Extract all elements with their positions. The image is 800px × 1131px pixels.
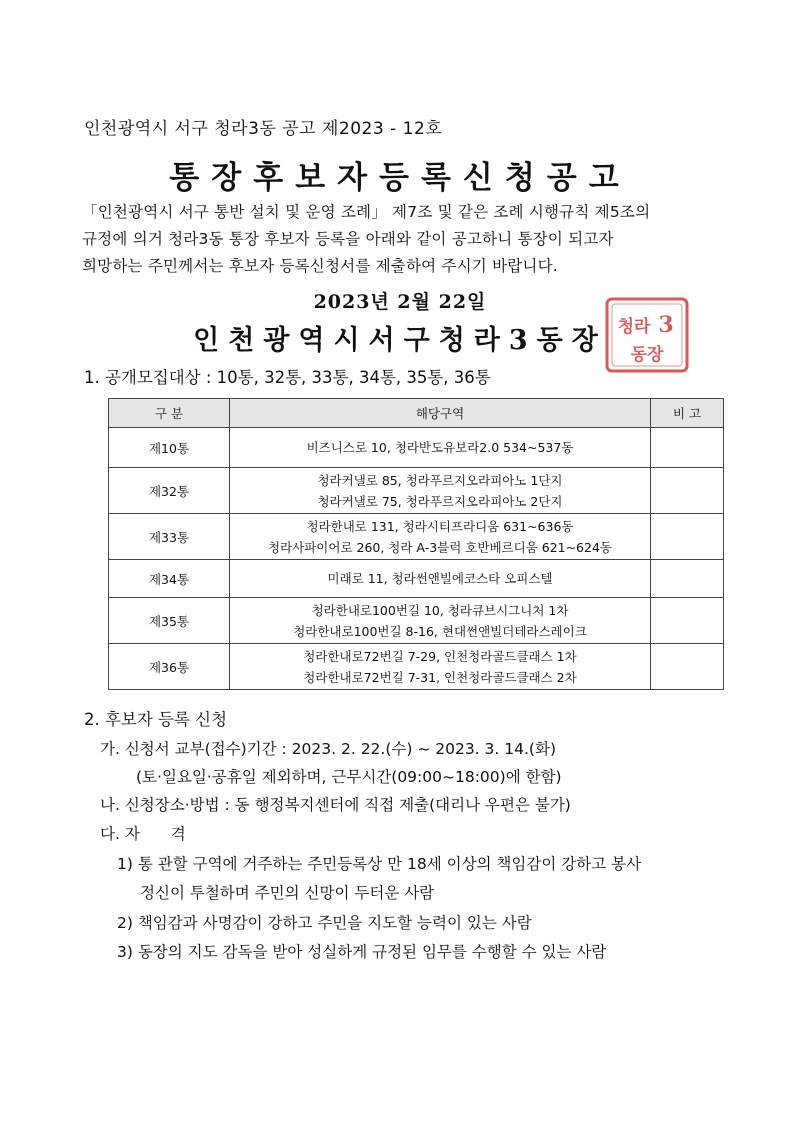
- area-cell: [230, 514, 651, 560]
- application-period-note: (토·일요일·공휴일 제외하며, 근무시간(09:00~18:00)에 한함): [136, 768, 562, 786]
- table-row: [109, 468, 724, 514]
- seal-text: 청라: [617, 317, 651, 337]
- column-header: 해당구역: [230, 399, 651, 428]
- unit-cell: 제36통: [109, 644, 230, 690]
- qualification-item-2: 2) 책임감과 사명감이 강하고 주민을 지도할 능력이 있는 사람: [117, 914, 532, 932]
- table-row: [109, 428, 724, 468]
- area-line: 청라한내로72번길 7-31, 인천청라골드클래스 2차: [303, 669, 577, 685]
- page-title: 통장후보자등록신청공고: [169, 160, 631, 196]
- note-cell: [651, 514, 724, 560]
- area-line: 청라커낼로 85, 청라푸르지오라피아노 1단지: [317, 472, 563, 488]
- table-row: [109, 598, 724, 644]
- column-header: 비 고: [651, 399, 724, 428]
- area-line: 미래로 11, 청라썬앤빌에코스타 오피스텔: [327, 571, 553, 586]
- intro-paragraph: [82, 199, 732, 280]
- qualification-item-1: 1) 통 관할 구역에 거주하는 주민등록상 만 18세 이상의 책임감이 강하고 봉사: [117, 855, 642, 873]
- notice-number: 인천광역시 서구 청라3동 공고 제2023 - 12호: [84, 119, 443, 139]
- area-line: 청라한내로 131, 청라시티프라디움 631~636동: [306, 518, 574, 534]
- table-header-row: [109, 399, 724, 428]
- qualification-item-1-cont: 정신이 투철하며 주민의 신망이 두터운 사람: [140, 884, 435, 902]
- note-cell: [651, 644, 724, 690]
- seal-text: 동장: [630, 345, 664, 365]
- table-row: [109, 644, 724, 690]
- application-place: 나. 신청장소·방법 : 동 행정복지센터에 직접 제출(대리나 우편은 불가): [100, 796, 571, 814]
- intro-line: 「인천광역시 서구 통반 설치 및 운영 조례」 제7조 및 같은 조례 시행규칙 제5조의: [82, 203, 651, 221]
- note-cell: [651, 560, 724, 598]
- intro-line: 희망하는 주민께서는 후보자 등록신청서를 제출하여 주시기 바랍니다.: [82, 257, 558, 275]
- section-2-heading: 2. 후보자 등록 신청: [84, 710, 228, 729]
- official-seal-stamp: [604, 296, 690, 374]
- notice-date: 2023년 2월 22일: [313, 291, 487, 313]
- recruitment-table: [108, 398, 724, 690]
- note-cell: [651, 428, 724, 468]
- unit-cell: 제32통: [109, 468, 230, 514]
- area-cell: [230, 468, 651, 514]
- area-cell: [230, 560, 651, 598]
- table-row: [109, 560, 724, 598]
- note-cell: [651, 598, 724, 644]
- area-cell: [230, 428, 651, 468]
- intro-line: 규정에 의거 청라3동 통장 후보자 등록을 아래와 같이 공고하니 통장이 되고자: [82, 230, 614, 248]
- application-period: 가. 신청서 교부(접수)기간 : 2023. 2. 22.(수) ~ 2023. 3. 14.(화): [100, 740, 556, 758]
- area-line: 청라한내로72번길 7-29, 인천청라골드클래스 1차: [303, 648, 577, 664]
- section-1-heading: 1. 공개모집대상 : 10통, 32통, 33통, 34통, 35통, 36통: [84, 368, 491, 387]
- area-cell: [230, 598, 651, 644]
- area-line: 청라한내로100번길 8-16, 현대썬앤빌더테라스레이크: [293, 623, 587, 639]
- unit-cell: 제33통: [109, 514, 230, 560]
- note-cell: [651, 468, 724, 514]
- area-line: 청라한내로100번길 10, 청라큐브시그니처 1차: [311, 602, 569, 618]
- unit-cell: 제34통: [109, 560, 230, 598]
- seal-text: 3: [658, 312, 674, 338]
- column-header: 구 분: [109, 399, 230, 428]
- qualification-heading: 다. 자 격: [100, 825, 186, 843]
- unit-cell: 제10통: [109, 428, 230, 468]
- table-row: [109, 514, 724, 560]
- area-line: 청라사파이어로 260, 청라 A-3블럭 호반베르디움 621~624동: [268, 539, 612, 555]
- issuing-office: 인천광역시서구청라3동장: [193, 325, 607, 356]
- unit-cell: 제35통: [109, 598, 230, 644]
- area-cell: [230, 644, 651, 690]
- area-line: 청라커낼로 75, 청라푸르지오라피아노 2단지: [317, 493, 563, 509]
- qualification-item-3: 3) 동장의 지도 감독을 받아 성실하게 규정된 임무를 수행할 수 있는 사람: [117, 943, 607, 961]
- area-line: 비즈니스로 10, 청라반도유보라2.0 534~537동: [306, 440, 574, 455]
